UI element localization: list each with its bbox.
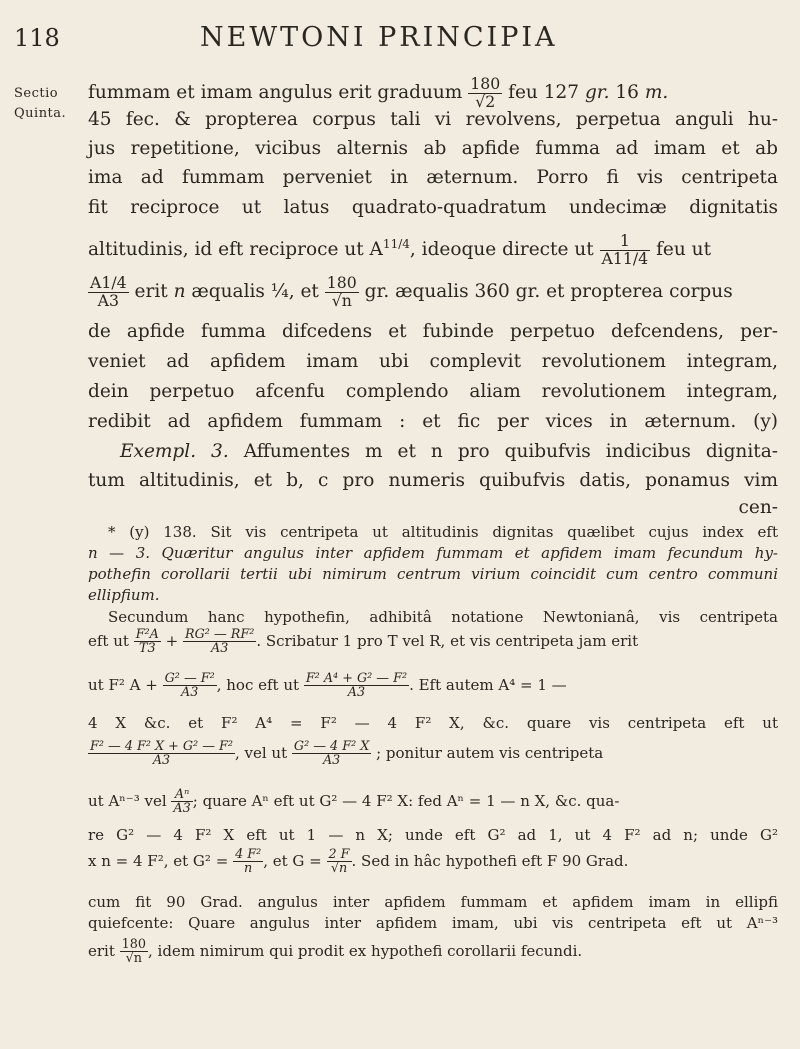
footnote-line: erit $\frac{180}{√n}$ , idem nimirum qui prodit ex hypothefi corollarii fecundi. xyxy=(88,937,583,967)
text-line: veniet ad apfidem imam ubi complevit revolutionem integram, xyxy=(88,351,778,372)
fraction: $\frac{\text{4 F²}}{n}$ xyxy=(235,847,262,877)
footnote-line: * (y) 138. Sit vis centripeta ut altitudinis dignitas quælibet cujus index eft xyxy=(108,523,778,541)
fraction: $\frac{\text{Aⁿ}}{A3}$ xyxy=(173,787,191,817)
fraction: $\frac{\text{F² — 4 F² X + G² — F²}}{A3}$ xyxy=(90,739,233,769)
fraction: $\frac{\text{G² — F²}}{A3}$ xyxy=(164,671,215,701)
fraction: $\frac{180}{√2}$ xyxy=(470,74,501,111)
margin-label-line: Quinta. xyxy=(14,106,67,121)
text-line: tum altitudinis, et b, c pro numeris quibufvis datis, ponamus vim xyxy=(88,470,778,491)
margin-section-label xyxy=(14,84,66,124)
footnote-line: eft ut $\frac{\text{F²A}}{T3}$ + $\frac{\text{RG² — RF²}}{A3}$ . Scribatur 1 pro T vel R, et vis centripeta jam erit xyxy=(88,627,639,657)
fraction: $\frac{180}{√n}$ xyxy=(326,273,357,310)
catchword: cen- xyxy=(738,497,778,518)
footnote-line: x n = 4 F², et G² = $\frac{\text{4 F²}}{n}$ , et G = $\frac{2 F}{√n}$ . Sed in hâc hypothefi eft F 90 Grad. xyxy=(88,847,629,877)
footnote-line: Secundum hanc hypothefin, adhibitâ notatione Newtonianâ, vis centripeta xyxy=(108,608,778,626)
text-line: 45 fec. & propterea corpus tali vi revolvens, perpetua anguli hu- xyxy=(88,109,778,130)
text-line: $\frac{A1/4}{A3}$ erit n æqualis ¼, et $\frac{180}{√n}$ gr. æqualis 360 gr. et propterea corpus xyxy=(90,273,733,310)
footnote-line: n — 3. Quæritur angulus inter apfidem fummam et apfidem imam fecundum hy- xyxy=(88,544,778,562)
text-line: fit reciproce ut latus quadrato-quadratum undecimæ dignitatis xyxy=(88,197,778,218)
text-line: jus repetitione, vicibus alternis ab apfide fumma ad imam et ab xyxy=(88,138,778,159)
footnote-line: $\frac{\text{F² — 4 F² X + G² — F²}}{A3}$ , vel ut $\frac{\text{G² — 4 F² X}}{A3}$ ; ponitur autem vis centripeta xyxy=(90,739,604,769)
footnote-line: ellipfium. xyxy=(88,586,160,604)
text-line: altitudinis, id eft reciproce ut $A^{11/4}$, ideoque directe ut $\frac{1}{A11/4}$ feu ut xyxy=(88,231,712,268)
footnote-line: quiefcente: Quare angulus inter apfidem imam, ubi vis centripeta eft ut Aⁿ⁻³ xyxy=(88,914,778,932)
fraction: $\frac{1}{A11/4}$ xyxy=(601,231,649,268)
fraction: $\frac{\text{F²A}}{T3}$ xyxy=(135,627,159,657)
page-number: 118 xyxy=(14,24,60,52)
fraction: $\frac{\text{G² — 4 F² X}}{A3}$ xyxy=(293,739,370,769)
text-line: redibit ad apfidem fummam : et fic per vices in æternum. (y) xyxy=(88,411,778,432)
fraction: $\frac{\text{F² A⁴ + G² — F²}}{A3}$ xyxy=(305,671,408,701)
fraction: $\frac{2 F}{√n}$ xyxy=(328,847,350,877)
text-line: fummam et imam angulus erit graduum $\frac{180}{√2}$ feu 127 gr. 16 m. xyxy=(88,74,669,111)
text-line: Exempl. 3. Affumentes m et n pro quibufvis indicibus dignita- xyxy=(120,441,778,462)
footnote-line: pothefin corollarii tertii ubi nimirum centrum virium coincidit cum centro communi xyxy=(88,565,778,583)
running-title: NEWTONI PRINCIPIA xyxy=(200,22,558,53)
footnote-line: 4 X &c. et F² A⁴ = F² — 4 F² X, &c. quare vis centripeta eft ut xyxy=(88,714,778,732)
footnote-line: re G² — 4 F² X eft ut 1 — n X; unde eft G² ad 1, ut 4 F² ad n; unde G² xyxy=(88,826,778,844)
margin-label-line: Sectio xyxy=(14,86,59,101)
fraction: $\frac{A1/4}{A3}$ xyxy=(90,273,127,310)
fraction: $\frac{180}{√n}$ xyxy=(121,937,146,967)
footnote-line: cum fit 90 Grad. angulus inter apfidem fummam et apfidem imam in ellipfi xyxy=(88,893,778,911)
footnote-line: ut Aⁿ⁻³ vel $\frac{\text{Aⁿ}}{A3}$ ; quare Aⁿ eft ut G² — 4 F² X: fed Aⁿ = 1 — n X, &c. qua- xyxy=(88,787,620,817)
fraction: $\frac{\text{RG² — RF²}}{A3}$ xyxy=(185,627,255,657)
text-line: dein perpetuo afcenfu complendo aliam revolutionem integram, xyxy=(88,381,778,402)
footnote-line: ut F² A + $\frac{\text{G² — F²}}{A3}$ , hoc eft ut $\frac{\text{F² A⁴ + G² — F²}}{A3}$ . Eft autem A⁴ = 1 — xyxy=(88,671,567,701)
text-line: ima ad fummam perveniet in æternum. Porro fi vis centripeta xyxy=(88,167,778,188)
text-line: de apfide fumma difcedens et fubinde perpetuo defcendens, per- xyxy=(88,321,778,342)
